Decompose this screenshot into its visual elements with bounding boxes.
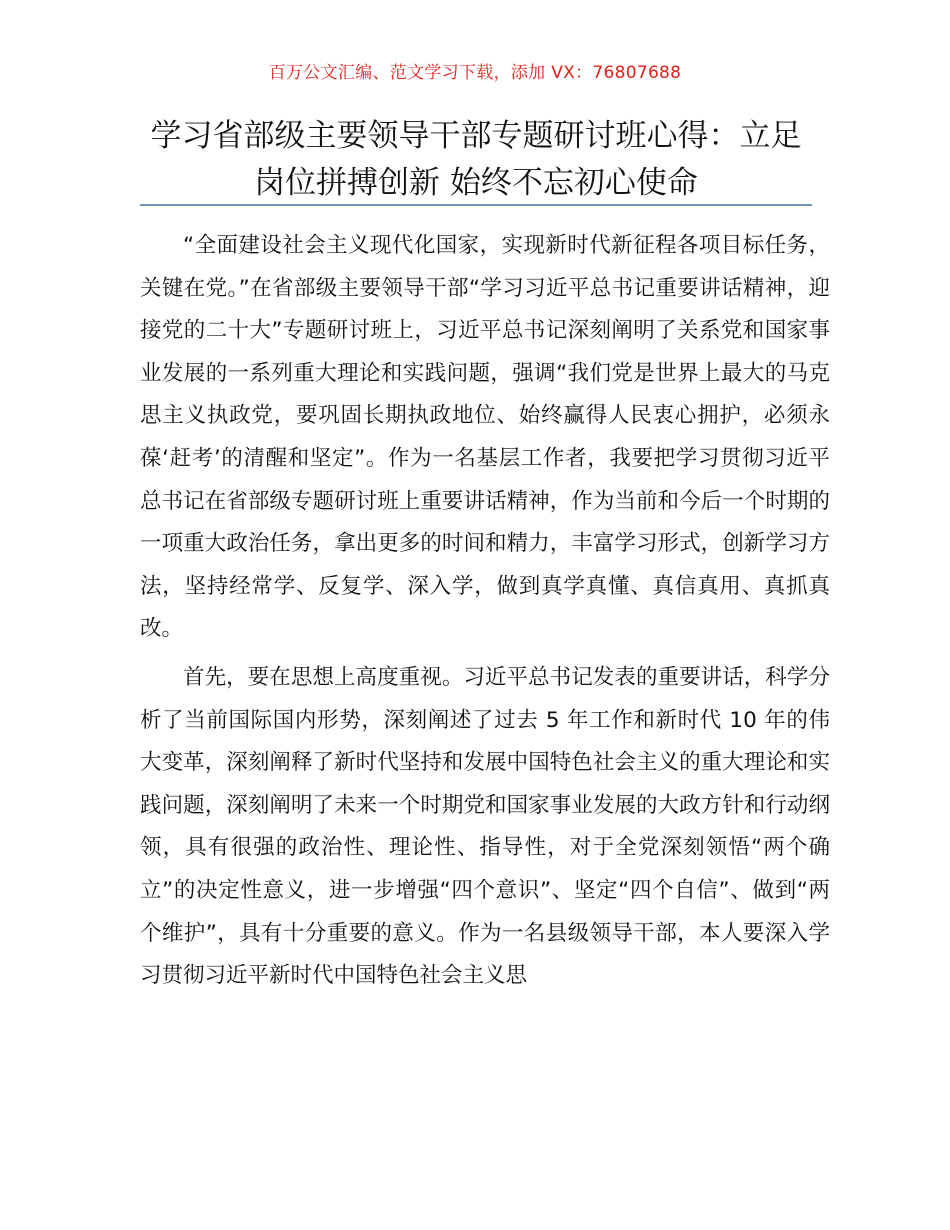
header-watermark-note: 百万公文汇编、范文学习下载，添加 VX：76807688 [268, 63, 682, 83]
document-title: 学习省部级主要领导干部专题研讨班心得：立足岗位拼搏创新 始终不忘初心使命 [150, 118, 802, 201]
document-body [140, 225, 830, 1004]
title-divider [140, 204, 812, 206]
body-paragraph-2: 首先，要在思想上高度重视。习近平总书记发表的重要讲话，科学分析了当前国际国内形势，深刻阐述了过去 5 年工作和新时代 10 年的伟大变革，深刻阐释了新时代坚持和发展中国特色社会主义的重大理论和实践问题，深刻阐明了未来一个时期党和国家事业发展的大政方针和行动纲领，具有很强的政治性、理论性、指导性，对于全党深刻领悟“两个确立”的决定性意义，进一步增强“四个意识”、坚定“四个自信”、做到“两个维护”，具有十分重要的意义。作为一名县级领导干部，本人要深入学习贯彻习近平新时代中国特色社会主义思 [140, 664, 830, 989]
body-paragraph-1: “全面建设社会主义现代化国家，实现新时代新征程各项目标任务，关键在党。”在省部级主要领导干部“学习习近平总书记重要讲话精神，迎接党的二十大”专题研讨班上，习近平总书记深刻阐明了关系党和国家事业发展的一系列重大理论和实践问题，强调“我们党是世界上最大的马克思主义执政党，要巩固长期执政地位、始终赢得人民衷心拥护，必须永葆‘赶考’的清醒和坚定”。作为一名基层工作者，我要把学习贯彻习近平总书记在省部级专题研讨班上重要讲话精神，作为当前和今后一个时期的一项重大政治任务，拿出更多的时间和精力，丰富学习形式，创新学习方法，坚持经常学、反复学、深入学，做到真学真懂、真信真用、真抓真改。 [140, 233, 830, 642]
